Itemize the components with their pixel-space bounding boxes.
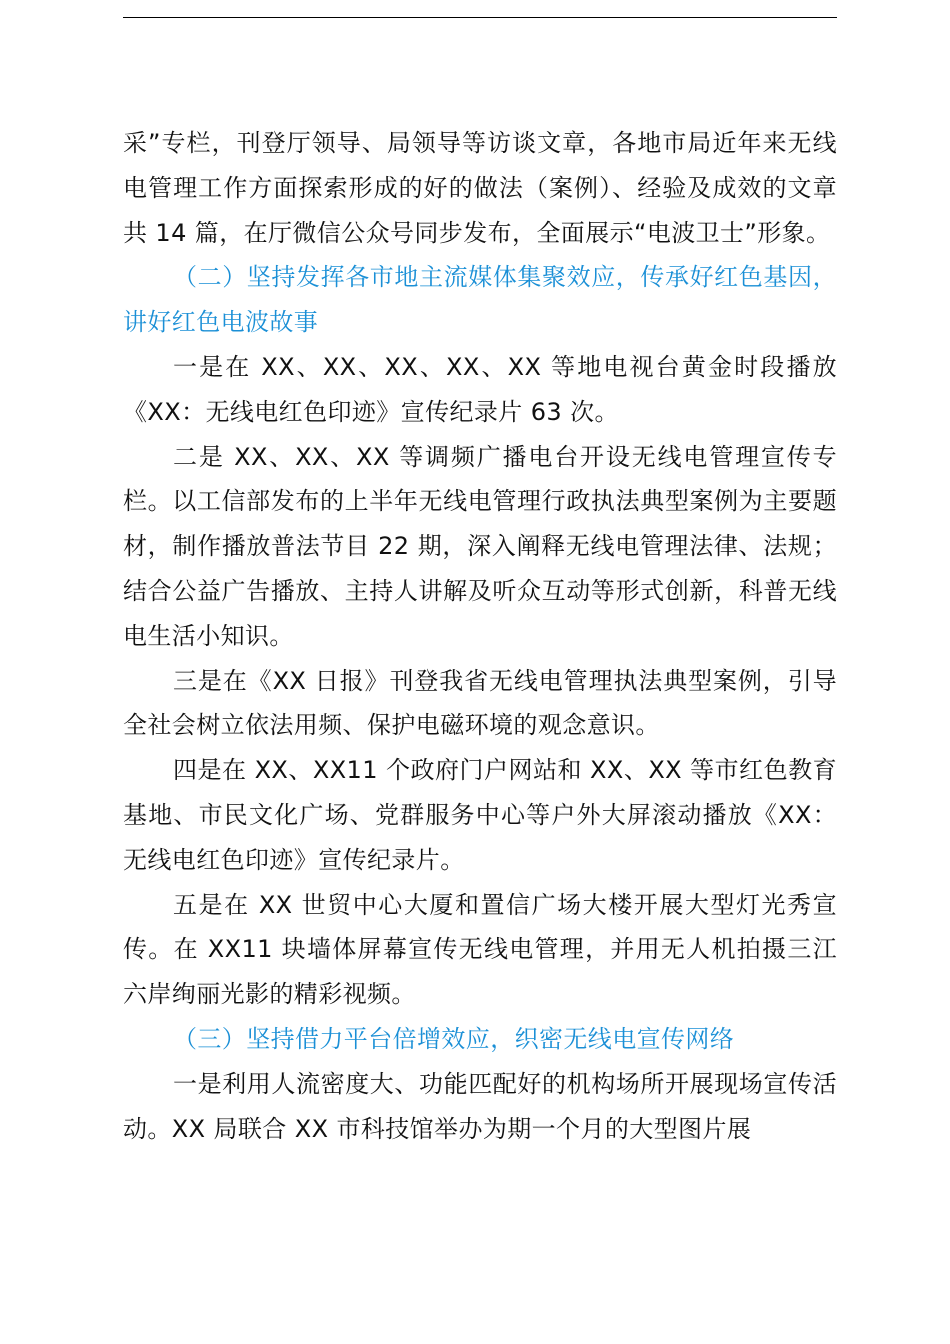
paragraph-item-4: 四是在 XX、XX11 个政府门户网站和 XX、XX 等市红色教育基地、市民文化广场、党群服务中心等户外大屏滚动播放《XX：无线电红色印迹》宣传纪录片。 (123, 756, 837, 874)
paragraph-item-5: 五是在 XX 世贸中心大厦和置信广场大楼开展大型灯光秀宣传。在 XX11 块墙体屏幕宣传无线电管理，并用无人机拍摄三江六岸绚丽光影的精彩视频。 (123, 890, 837, 1009)
paragraph-item-3: 三是在《XX 日报》刊登我省无线电管理执法典型案例，引导全社会树立依法用频、保护电磁环境的观念意识。 (123, 666, 837, 740)
paragraph-item-2: 二是 XX、XX、XX 等调频广播电台开设无线电管理宣传专栏。以工信部发布的上半年无线电管理行政执法典型案例为主要题材，制作播放普法节目 22 期，深入阐释无线电管理法律、法规；结合公益广告播放、主持人讲解及听众互动等形式创新，科普无线电生活小知识。 (123, 442, 837, 650)
section-heading-2: （二）坚持发挥各市地主流媒体集聚效应，传承好红色基因，讲好红色电波故事 (123, 263, 837, 337)
document-body (123, 121, 837, 1151)
paragraph-continuation: 采”专栏，刊登厅领导、局领导等访谈文章，各地市局近年来无线电管理工作方面探索形成的好的做法（案例）、经验及成效的文章共 14 篇，在厅微信公众号同步发布，全面展示“电波卫士”形象。 (123, 129, 837, 247)
paragraph-item-1: 一是在 XX、XX、XX、XX、XX 等地电视台黄金时段播放《XX：无线电红色印迹》宣传纪录片 63 次。 (123, 352, 837, 426)
section-heading-3: （三）坚持借力平台倍增效应，织密无线电宣传网络 (173, 1024, 735, 1053)
paragraph-item-6: 一是利用人流密度大、功能匹配好的机构场所开展现场宣传活动。XX 局联合 XX 市科技馆举办为期一个月的大型图片展 (123, 1069, 837, 1143)
header-rule (123, 17, 837, 18)
